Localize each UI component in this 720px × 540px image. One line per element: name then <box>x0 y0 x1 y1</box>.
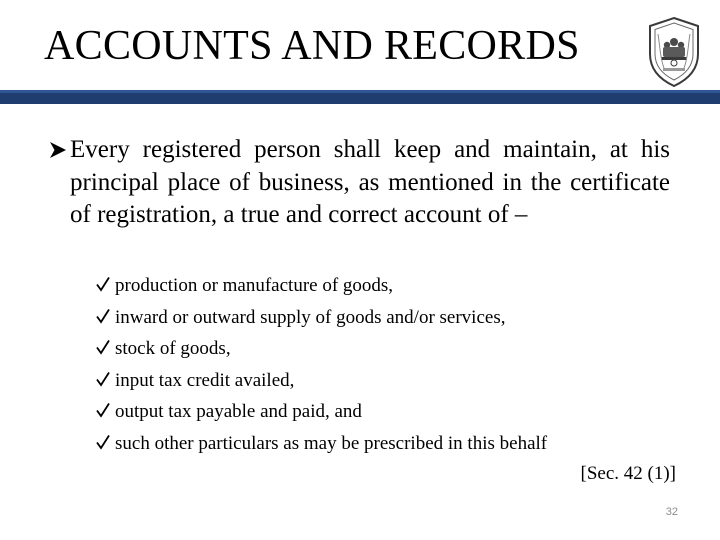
page-number: 32 <box>665 506 678 518</box>
arrow-bullet-icon <box>48 140 68 160</box>
list-item-text: input tax credit availed, <box>115 369 295 391</box>
list-item-text: output tax payable and paid, and <box>115 401 362 423</box>
checkmark-icon <box>96 339 110 355</box>
list-item-text: inward or outward supply of goods and/or services, <box>115 306 506 328</box>
checkmark-icon <box>96 371 110 387</box>
list-item-text: such other particulars as may be prescribed in this behalf <box>115 432 548 454</box>
sub-item-list <box>96 272 676 462</box>
list-item <box>96 367 676 399</box>
list-item <box>96 272 676 304</box>
checkmark-icon <box>96 276 110 292</box>
list-item <box>96 398 676 430</box>
list-item-text: stock of goods, <box>115 338 231 360</box>
checkmark-icon <box>96 434 110 450</box>
emblem-icon <box>645 16 703 88</box>
list-item <box>96 304 676 336</box>
checkmark-icon <box>96 402 110 418</box>
list-item <box>96 335 676 367</box>
header-band <box>0 90 720 104</box>
section-citation: [Sec. 42 (1)] <box>580 463 676 484</box>
list-item <box>96 430 676 462</box>
list-item-text: production or manufacture of goods, <box>115 275 394 296</box>
main-bullet-text: Every registered person shall keep and maintain, at his principal place of business, as mentioned in the certificate of registration, a true and correct account of – <box>70 136 670 228</box>
slide-title: ACCOUNTS AND RECORDS <box>44 23 580 69</box>
checkmark-icon <box>96 308 110 324</box>
